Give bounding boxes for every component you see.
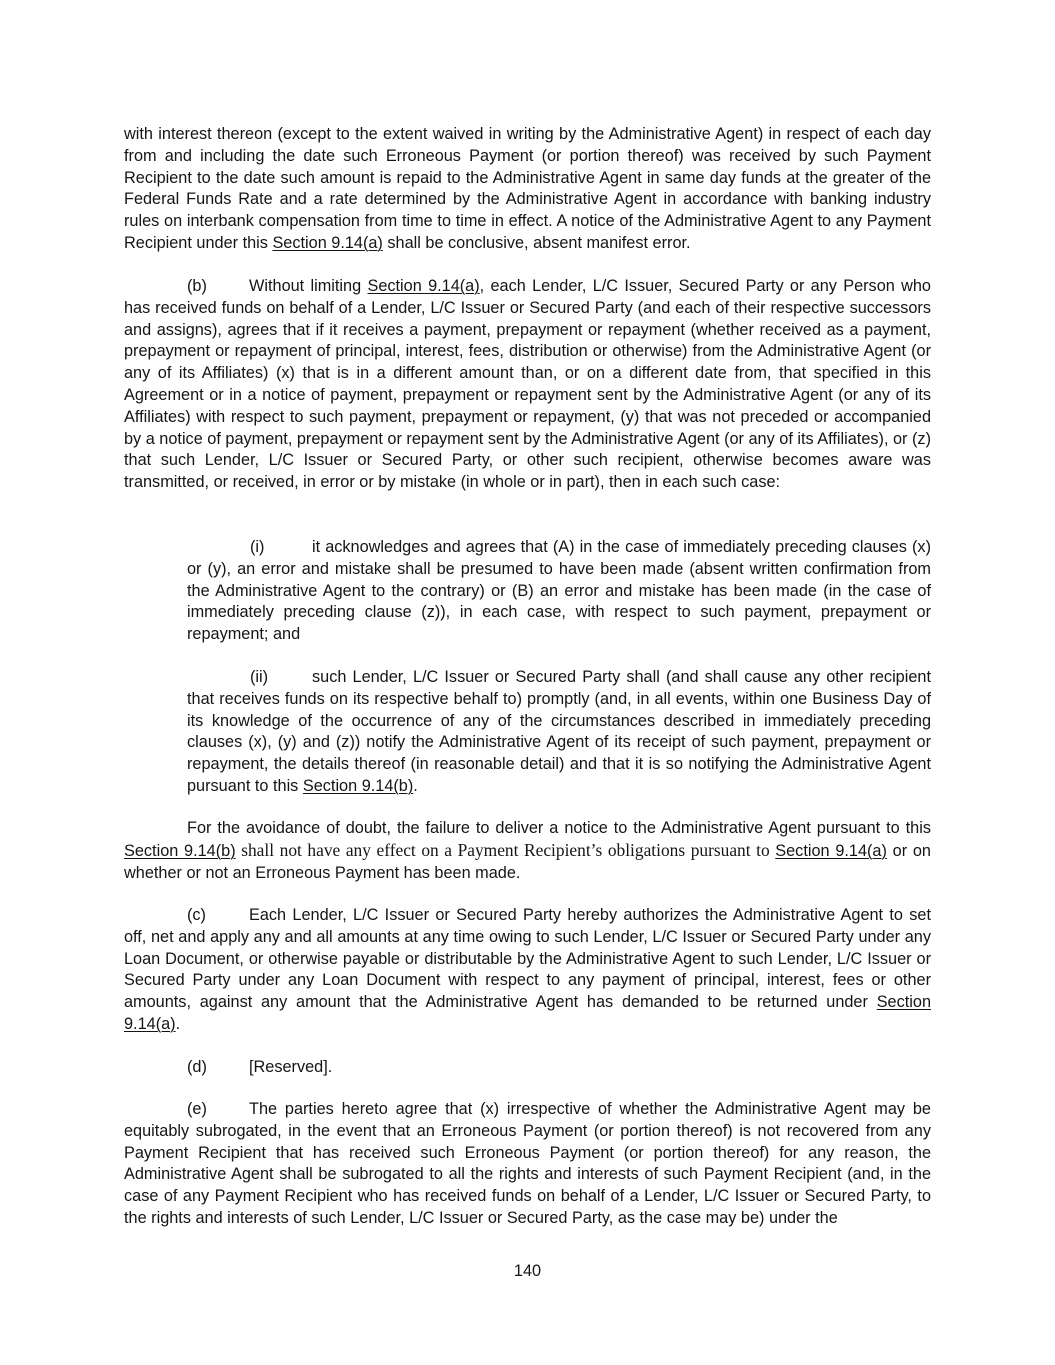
section-reference: Section 9.14(b) — [124, 841, 236, 860]
paragraph-continuation: with interest thereon (except to the extent waived in writing by the Administrative Agent) in respect of each day from and including the date such Erroneous Payment (or portion thereof) was received by such Payment Recipient to the date such amount is repaid to the Administrative Agent in same day funds at the greater of the Federal Funds Rate and a rate determined by the Administrative Agent in accordance with banking industry rules on interbank compensation from time to time in effect. A notice of the Administrative Agent to any Payment Recipient under this Section 9.14(a) shall be conclusive, absent manifest error. — [124, 125, 931, 252]
clause-label: (ii) — [250, 668, 269, 686]
paragraph-c: (c) Each Lender, L/C Issuer or Secured Party hereby authorizes the Administrative Agent to set off, net and apply any and all amounts at any time owing to such Lender, L/C Issuer or Secured Party under any Loan Document, or otherwise payable or distributable by the Administrative Agent to such Lender, L/C Issuer or Secured Party under any Loan Document with respect to any payment of principal, interest, fees or other amounts, against any amount that the Administrative Agent has demanded to be returned under Section 9.14(a). — [124, 906, 931, 1033]
paragraph-b: (b) Without limiting Section 9.14(a), each Lender, L/C Issuer, Secured Party or any Person who has received funds on behalf of a Lender, L/C Issuer or Secured Party (and each of their respective successors and assigns), agrees that if it receives a payment, prepayment or repayment (whether received as a payment, prepayment or repayment of principal, interest, fees, distribution or otherwise) from the Administrative Agent (or any of its Affiliates) (x) that is in a different amount than, or on a different date from, that specified in this Agreement or in a notice of payment, prepayment or repayment sent by the Administrative Agent (or any of its Affiliates) with respect to such payment, prepayment or repayment, (y) that was not preceded or accompanied by a notice of payment, prepayment or repayment sent by the Administrative Agent (or any of its Affiliates), or (z) that such Lender, L/C Issuer or Secured Party, or other such recipient, otherwise becomes aware was transmitted, or received, in error or by mistake (in whole or in part), then in each such case: — [124, 277, 931, 492]
section-reference: Section 9.14(a) — [775, 841, 887, 860]
paragraph-avoidance: For the avoidance of doubt, the failure to deliver a notice to the Administrative Agent pursuant to this Section 9.14(b) shall not have any effect on a Payment Recipient’s obligations pursuant to Section 9.14(a) or on whether or not an Erroneous Payment has been made. — [124, 819, 931, 882]
clause-label: (i) — [250, 538, 265, 556]
section-reference: Section 9.14(a) — [272, 233, 383, 252]
paragraph-d: (d) [Reserved]. — [124, 1057, 931, 1079]
clause-label: (c) — [187, 906, 206, 924]
paragraph-i: (i) it acknowledges and agrees that (A) in the case of immediately preceding clauses (x) or (y), an error and mistake shall be presumed to have been made (absent written confirmation from the Administrative Agent to the contrary) or (B) an error and mistake has been made (in the case of immediately preceding clause (z)), in each case, with respect to such payment, prepayment or repayment; and — [187, 538, 931, 644]
section-reference: Section 9.14(a) — [367, 277, 480, 295]
section-reference: Section 9.14(b) — [302, 776, 414, 795]
clause-label: (b) — [187, 277, 207, 295]
clause-label: (d) — [187, 1058, 207, 1076]
paragraph-ii: (ii) such Lender, L/C Issuer or Secured Party shall (and shall cause any other recipient that receives funds on its respective behalf to) promptly (and, in all events, within one Business Day of its knowledge of the occurrence of any of the circumstances described in immediately preceding clauses (x), (y) and (z)) notify the Administrative Agent of its receipt of such payment, prepayment or repayment, the details thereof (in reasonable detail) and that it is so notifying the Administrative Agent pursuant to this Section 9.14(b). — [187, 668, 931, 795]
clause-label: (e) — [187, 1100, 207, 1118]
paragraph-e: (e) The parties hereto agree that (x) irrespective of whether the Administrative Agent may be equitably subrogated, in the event that an Erroneous Payment (or portion thereof) is not recovered from any Payment Recipient that has received such Erroneous Payment (or portion thereof) for any reason, the Administrative Agent shall be subrogated to all the rights and interests of such Payment Recipient (and, in the case of any Payment Recipient who has received funds on behalf of a Lender, L/C Issuer or Secured Party, to the rights and interests of such Lender, L/C Issuer or Secured Party, as the case may be) under the — [124, 1100, 931, 1227]
page-number: 140 — [513, 1262, 542, 1280]
section-reference: Section 9.14(a) — [124, 993, 931, 1033]
